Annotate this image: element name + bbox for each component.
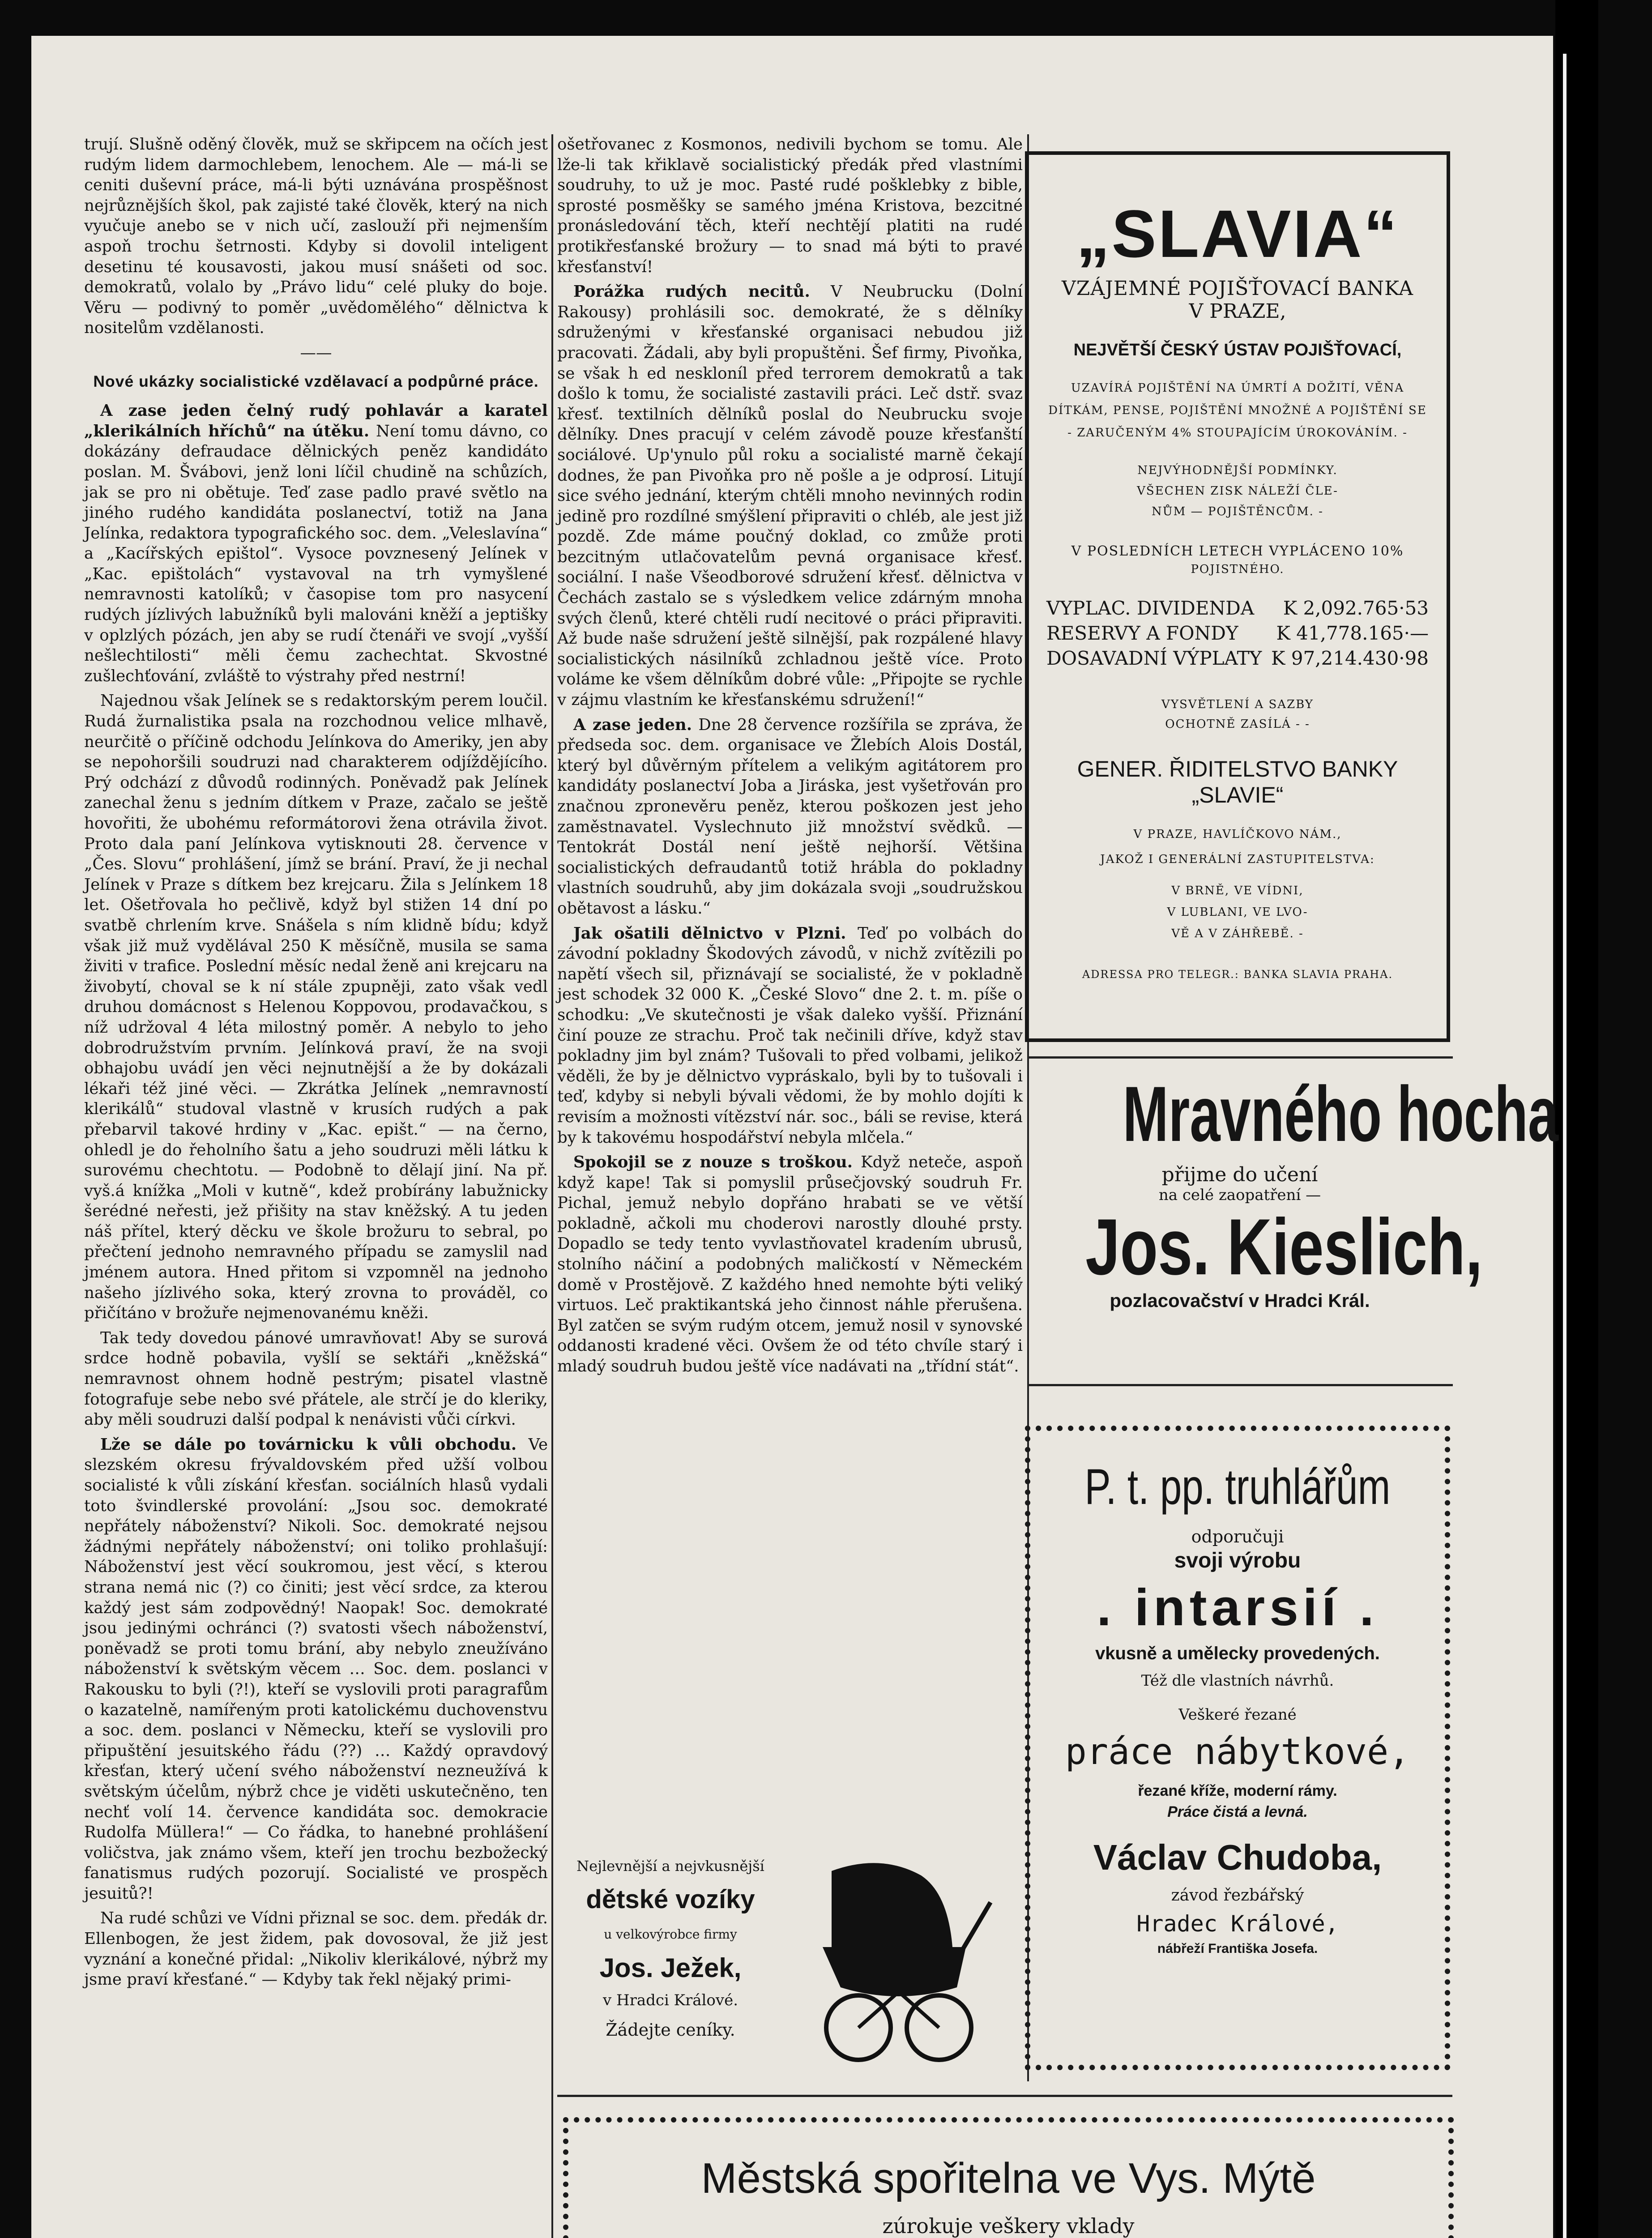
article-paragraph: [84, 1435, 548, 1904]
paragraph-body: Ve slezském okresu frývaldovském před užší volbou socialisté k vůli získání křesťan. sociálních hlasů vydali toto švindlerské provolání: „Jsou soc. demokraté nepřátely náboženství? Nikoli. Soc. demokraté nejsou žádnými nepřátely náboženství; oni toliko prohlašují: Náboženství jest věcí soukromou, jest věcí, s kterou strana nemá nic (?) co činiti; jest věcí srdce, za kterou každý jest sám zodpovědný! Naopak! Soc. demokraté jsou jedinými ochránci (?) svatosti všech náboženství, poněvadž se proti tomu brání, aby nebylo zneužíváno náboženství k světským věcem … Soc. dem. poslanci v Rakousku to byli (?!), kteří se vyslovili proti paragrafům o kazatelně, namířeným proti katolickému duchovenstvu a soc. dem. poslanci v Německu, kteří se vyslovili pro připuštění jesuitského řádu (??) … Každý opravdový křesťan, který učení svého náboženství nezneužívá k světským účelům, nýbrž chce je viděti uskutečněno, ten nechť volí 14. července kandidáta soc. demokracie Rudolfa Müllera!“ — Co řádka, to hanebné prohlášení voličstva, jak známo všem, kteří jen trochu bezbožecký fanatismus rudých pozorují. Socialisté ve prospěch jesuitů?!: [84, 1435, 548, 1903]
slavia-cond: NŮM — POJIŠTĚNCŮM. -: [1152, 505, 1323, 518]
jezek-line: v Hradci Králové.: [602, 1991, 738, 2009]
slavia-row-label: RESERVY A FONDY: [1046, 622, 1238, 644]
article-column-2: [557, 134, 1023, 1880]
kieslich-headline: Mravného hocha: [1123, 1071, 1558, 1158]
chudoba-line: Práce čistá a levná.: [1167, 1803, 1308, 1820]
ad-sporitelna: [563, 2117, 1454, 2238]
slavia-telegram: ADRESSA PRO TELEGR.: BANKA SLAVIA PRAHA.: [1082, 968, 1393, 981]
kieslich-name-wrap: [1029, 1202, 1483, 1291]
slavia-city: V PRAZE,: [1189, 300, 1286, 323]
article-paragraph: Na rudé schůzi ve Vídni přiznal se soc. dem. předák dr. Ellenbogen, že jest židem, pak dovosoval, že již jest vyznání a konečné přidal: „Nikoliv klerikálové, nýbrž my jsme praví křesťané.“ — Kdyby tak řekl nějaký primi-: [84, 1909, 548, 1989]
chudoba-product: . intarsií .: [1097, 1578, 1379, 1636]
kieslich-name: Jos. Kieslich,: [1085, 1202, 1483, 1291]
slavia-desc: - ZARUČENÝM 4% STOUPAJÍCÍM ÚROKOVÁNÍM. -: [1067, 426, 1408, 440]
paragraph-body: Teď po volbách do závodní pokladny Škodových závodů, v nichž zvítězili po napětí všech sil, přiznávají se socialisté, že v pokladně jest schodek 32 000 K. „České Slovo“ dne 2. t. m. píše o schodku: „Ve skutečnosti je však daleko vyšší. Přiznání činí pouze ze strachu. Proč tak nečinili dříve, když stav pokladny jim byl znám? Tušovali to před volbami, jelikož věděli, že by je dělnictvo vypráskalo, byli by to tušovali i teď, kdyby si nebyli bývali vědomi, že by mohlo dojíti k revisím a možnosti vítězství nár. soc., báli se revise, která by k takovému hospodářství nebyla mlčela.“: [557, 924, 1023, 1147]
pram-icon: [814, 1858, 993, 2068]
article-paragraph: [84, 401, 548, 686]
paragraph-body: V Neubrucku (Dolní Rakousy) prohlásili soc. demokraté, že s dělníky sdruženými v křesťanské organisaci nebudou již pracovati. Žádali, aby byli propuštěni. Šef firmy, Pivoňka, se však h ed neskloníl před terrorem demokratů a tak došlo k tomu, že socialisté zastavili práci. Leč dstř. svaz křesť. textilních dělníků poslal do Neubrucku svoje dělníky. Dnes pracují v celém závodě pouze křesťanští sociálové. Up'ynulo půl roku a socialisté marně čekají dodnes, že pan Pivoňka pro ně pošle a je odprosí. Litují sice svého jednání, kterým chtěli mnoho nevinných rodin jedině pro rozdílné smýšlení připraviti o chléb, ale jest již pozdě. Zde máme poučný doklad, co zmůže proti bezcitným utlačovatelům pevná organisace křesť. sociální. I naše Všeodborové sdružení křesť. dělnictva v Čechách zastalo se s výsledkem velice zdárným mnoha svých členů, které chtěli rudí necitové o práci připraviti. Až bude naše sdružení ještě silnější, pak rozpálené hlavy socialistických násilníků zchladnou ještě více. Proto voláme ke všem dělníkům dobré vůle: „Připojte se rychle v zájmu vlastním ke křesťanskému sdružení!“: [557, 282, 1023, 709]
sporitelna-subtitle: zúrokuje veškery vklady: [882, 2214, 1135, 2238]
jezek-name: Jos. Ježek,: [599, 1953, 742, 1983]
kieslich-line: na celé zaopatření —: [1158, 1186, 1321, 1204]
slavia-address: JAKOŽ I GENERÁLNÍ ZASTUPITELSTVA:: [1100, 853, 1375, 866]
chudoba-work: práce nábytkové,: [1065, 1731, 1410, 1772]
jezek-line: u velkovýrobce firmy: [604, 1927, 737, 1942]
scan-edge-line: [1563, 54, 1567, 2238]
article-paragraph: [557, 282, 1023, 710]
article-heading: Nové ukázky socialistické vzdělavací a podpůrné práce.: [93, 372, 539, 390]
slavia-desc: DÍTKÁM, PENSE, POJIŠTĚNÍ MNOŽNÉ A POJIŠTĚNÍ SE: [1048, 404, 1427, 417]
slavia-desc: UZAVÍRÁ POJIŠTĚNÍ NA ÚMRTÍ A DOŽITÍ, VĚNA: [1071, 381, 1404, 395]
paragraph-body: Není tomu dávno, co dokázány defraudace dělnických peněz kandidáto poslan. M. Švábovi, jenž loni líčil chudině na schůzích, jak se pro ni obětuje. Teď zase padlo pravé světlo na jiného rudého kandidáta poslanectví, totiž na Jana Jelínka, redaktora typografického soc. dem. „Veleslavína“ a „Kacířských epištol“. Vysoce povznesený Jelínek v „Kac. epištolách“ vystavoval na trh vymyšlené nemravnosti katolíků; v časopise tom pro nasycení rudých jízlivých labužníků byli malováni kněží a jeptišky v oplzlých pózách, jen aby se rudí čtenáři ve svojí „vyšší nešlechtilosti“ měli čemu zachechtat. Skvostné zušlechťování, zvláště to výstrahy před nestrní!: [84, 422, 548, 685]
kieslich-headline-wrap: [1029, 1071, 1558, 1158]
chudoba-line: svoji výrobu: [1174, 1549, 1301, 1572]
paragraph-lead: Jak ošatili dělnictvo v Plzni.: [573, 924, 846, 943]
slavia-row-value: K 97,214.430·98: [1271, 647, 1429, 669]
kieslich-line: přijme do učení: [1161, 1163, 1318, 1186]
chudoba-line: Veškeré řezané: [1178, 1706, 1297, 1724]
slavia-refund: V POSLEDNÍCH LETECH VYPLÁCENO 10%: [1071, 543, 1404, 559]
slavia-subtitle: VZÁJEMNÉ POJIŠŤOVACÍ BANKA: [1061, 277, 1414, 300]
ad-jezek: [563, 1844, 1006, 2077]
paragraph-lead: Spokojil se z nouze s troškou.: [573, 1153, 853, 1172]
slavia-address: V LUBLANI, VE LVO-: [1167, 905, 1308, 919]
slavia-largest: NEJVĚTŠÍ ČESKÝ ÚSTAV POJIŠŤOVACÍ,: [1073, 341, 1402, 359]
slavia-address: VĚ A V ZÁHŘEBĚ. -: [1171, 927, 1304, 940]
jezek-cta: Žádejte ceníky.: [606, 2020, 735, 2040]
paragraph-lead: Lže se dále po továrnicku k vůli obchodu.: [100, 1435, 517, 1454]
chudoba-name: Václav Chudoba,: [1093, 1837, 1382, 1877]
ad-divider: [1028, 1056, 1453, 1059]
section-divider: ——: [300, 343, 332, 362]
article-paragraph: trují. Slušně oděný člověk, muž se skřipcem na očích jest rudým lidem darmochlebem, lenochem. Ale — má-li se ceniti duševní práce, má-li býti uznávána prospěšnost nejrůznějších škol, pak zajisté také člověk, který na nich vyučuje anebo se v nich učí, zaslouží při nejmenším aspoň trochu šetrnosti. Kdyby si dovolil inteligent desetinu té kousavosti, jakou musí snášeti od soc. demokratů, volalo by „Právo lidu“ celé pluky do boje. Věru — podivný to poměr „uvědomělého“ dělnictva k nositelům vzdělanosti.: [84, 135, 548, 337]
ad-divider: [1028, 1384, 1453, 1386]
chudoba-line: závod řezbářský: [1171, 1886, 1304, 1905]
column-rule: [551, 134, 553, 2238]
slavia-row-label: VYPLAC. DIVIDENDA: [1046, 597, 1255, 619]
chudoba-headline: P. t. pp. truhlářům: [1084, 1459, 1391, 1515]
slavia-info: OCHOTNĚ ZASÍLÁ - -: [1165, 718, 1310, 731]
ad-divider: [557, 2095, 1452, 2097]
paragraph-lead: A zase jeden.: [573, 715, 692, 734]
chudoba-line: Též dle vlastních návrhů.: [1141, 1672, 1334, 1690]
chudoba-street: nábřeží Františka Josefa.: [1157, 1941, 1318, 1956]
slavia-figures: [1046, 596, 1429, 671]
slavia-row: [1046, 646, 1429, 671]
paragraph-lead: Porážka rudých necitů.: [573, 282, 810, 301]
sporitelna-title: Městská spořitelna ve Vys. Mýtě: [701, 2154, 1316, 2202]
slavia-address: V PRAZE, HAVLÍČKOVO NÁM.,: [1133, 828, 1342, 841]
article-paragraph: [557, 1152, 1023, 1377]
chudoba-headline-wrap: [1030, 1458, 1445, 1516]
article-paragraph: ošetřovanec z Kosmonos, nedivili bychom se tomu. Ale lže-li tak křiklavě socialistický předák před vlastními soudruhy, to už je moc. Pasté rudé pošklebky z bible, sprosté posměšky se samého jména Kristova, bezcitné pronásledování těch, kteří nechtějí platiti na rudé protikřesťanské brožury — to snad má býti to pravé křesťanství!: [557, 135, 1023, 276]
article-paragraph: [557, 923, 1023, 1148]
article-column-1: [84, 134, 548, 2238]
slavia-row: [1046, 621, 1429, 646]
slavia-cond: NEJVÝHODNĚJŠÍ PODMÍNKY.: [1137, 464, 1338, 477]
slavia-address: V BRNĚ, VE VÍDNI,: [1171, 884, 1304, 897]
kieslich-trade: pozlacovačství v Hradci Král.: [1110, 1290, 1370, 1311]
paragraph-body: Když neteče, aspoň když kape! Tak si pomyslil průsečjovský soudruh Fr. Pichal, jemuž nebylo dopřáno hrabati se ve větší pokladně, ačkoli mu choderovi narostly dlouhé prsty. Dopadlo se tedy tento vyvlastňovatel kradením ubrusů, stolního náčiní a podobných maličkostí v Německém domě v Prostějově. Z každého hned nemohte býti veliký virtuos. Leč praktikantská jeho činnost náhle přerušena. Byl zatčen se svým rudým otcem, jemuž nosil v synovské oddanosti kradené věci. Ovšem že od této chvíle starý i mladý soudruh budou ještě více nadávati na „třídní stát“.: [557, 1153, 1023, 1376]
article-paragraph: Tak tedy dovedou pánové umravňovat! Aby se surová srdce hodně pobavila, vyšlí se sektáři „kněžská“ nemravnost ohnem hodně pestrým; pisatel vlastně fotografuje sebe nebo své přátele, ale strčí je do kleriky, aby měli soudruzi další podpal k nenávisti vůči církvi.: [84, 1328, 548, 1429]
paragraph-lead: A zase jeden čelný rudý pohlavár a karatel „klerikálních hříchů“ na útěku.: [84, 401, 548, 440]
slavia-row-value: K 2,092.765·53: [1283, 597, 1429, 619]
jezek-headline: dětské vozíky: [586, 1885, 755, 1914]
article-paragraph: [557, 715, 1023, 919]
slavia-row-label: DOSAVADNÍ VÝPLATY: [1046, 647, 1262, 669]
jezek-text: [563, 1844, 778, 2040]
ad-chudoba: [1025, 1426, 1450, 2070]
ad-kieslich: [1029, 1071, 1558, 1385]
chudoba-city: Hradec Králové,: [1136, 1911, 1339, 1937]
slavia-row-value: K 41,778.165·—: [1276, 622, 1429, 644]
article-paragraph: Najednou však Jelínek se s redaktorským perem loučil. Rudá žurnalistika psala na rozchodnou velice mlhavě, neurčitě o příčině odchodu Jelínkova do Ameriky, jen aby se nepohoršili soudruzi nad charakterem odjíždějícího. Prý odchází z důvodů rodinných. Poněvadž pak Jelínek zanechal ženu s jedním dítkem v Praze, začalo se ještě hovořiti, že ubohému reformátorovi žena otrávila život. Proto dala paní Jelínkova vytisknouti 28. července v „Čes. Slovu“ prohlášení, jímž se brání. Praví, že ji nechal Jelínek v Praze s dítkem bez krejcaru. Žila s Jelínkem 18 let. Ošetřovala ho pečlivě, když byl stižen 14 dní po svatbě chrlením krve. Snášela s ním klidně bídu; když však již muž vydělával 250 K měsíčně, musila se sama živiti v trafice. Poslední měsíc nedal ženě ani krejcaru na živobytí, choval se k ní stále zpupněji, zato však vedl druhou domácnost s Helenou Koppovou, prodavačkou, s níž udržoval 4 léta milostný poměr. A nebylo to jeho dobrodružstvím prvním. Jelínková praví, že na svoji obhajobu uvádí jen věci nejnutnější a že by dokázali lékaři též jiné věci. — Zkrátka Jelínek „nemravností klerikálů“ studoval vlastně v krusích rudých a pak přebarvil takové hrdiny v „Kac. epišt.“ — na černo, ohledl je do řeholního šatu a jeho soudruzi měli látku k surovému chechtotu. — Podobně to dělají jiní. Na př. vyš.á knížka „Moli v kutně“, kdež probírány labužnicky šerédné neřesti, jež přišity na stav kněžský. A tu jeden náš přítel, který děcku ve škole brožuru to sebral, po přečtení jednoho nemravného případu se zamyslil nad jménem autora. Hned přitom si vzpomněl na jednoho našeho jízlivého soka, který zrovna to prováděl, co přičítáno v brožuře nejmenovanému kněži.: [84, 692, 548, 1323]
chudoba-line: vkusně a umělecky provedených.: [1095, 1644, 1380, 1663]
slavia-refund: POJISTNÉHO.: [1191, 563, 1285, 576]
slavia-cond: VŠECHEN ZISK NÁLEŽÍ ČLE-: [1137, 484, 1338, 498]
chudoba-line: řezané kříže, moderní rámy.: [1138, 1782, 1337, 1799]
paragraph-body: Dne 28 července rozšířila se zpráva, že předseda soc. dem. organisace ve Žlebích Alois Dostál, který byl důvěrným přítelem a velikým agitátorem pro kandidáty poslanectví Joba a Jiráska, jest vyšetřován pro značnou zpronevěru peněz, kterou poškozen jest jeho zaměstnavatel. Vyslechnuto již množství svědků. — Tentokrát Dostál není ještě nejhorší. Většina socialistických defraudantů totiž hrábla do pokladny vlastních soudruhů, aby jim dokázala svoji „soudružskou obětavost a lásku.“: [557, 715, 1023, 918]
slavia-row: [1046, 596, 1429, 621]
slavia-info: VYSVĚTLENÍ A SAZBY: [1161, 698, 1314, 711]
chudoba-line: odporučuji: [1191, 1527, 1284, 1546]
jezek-line: Nejlevnější a nejvkusnější: [576, 1858, 764, 1875]
slavia-title: „SLAVIA“: [1076, 196, 1399, 271]
ad-slavia: [1025, 151, 1450, 1042]
slavia-director: GENER. ŘIDITELSTVO BANKY „SLAVIE“: [1077, 756, 1398, 807]
scan-edge: [1555, 0, 1598, 2238]
